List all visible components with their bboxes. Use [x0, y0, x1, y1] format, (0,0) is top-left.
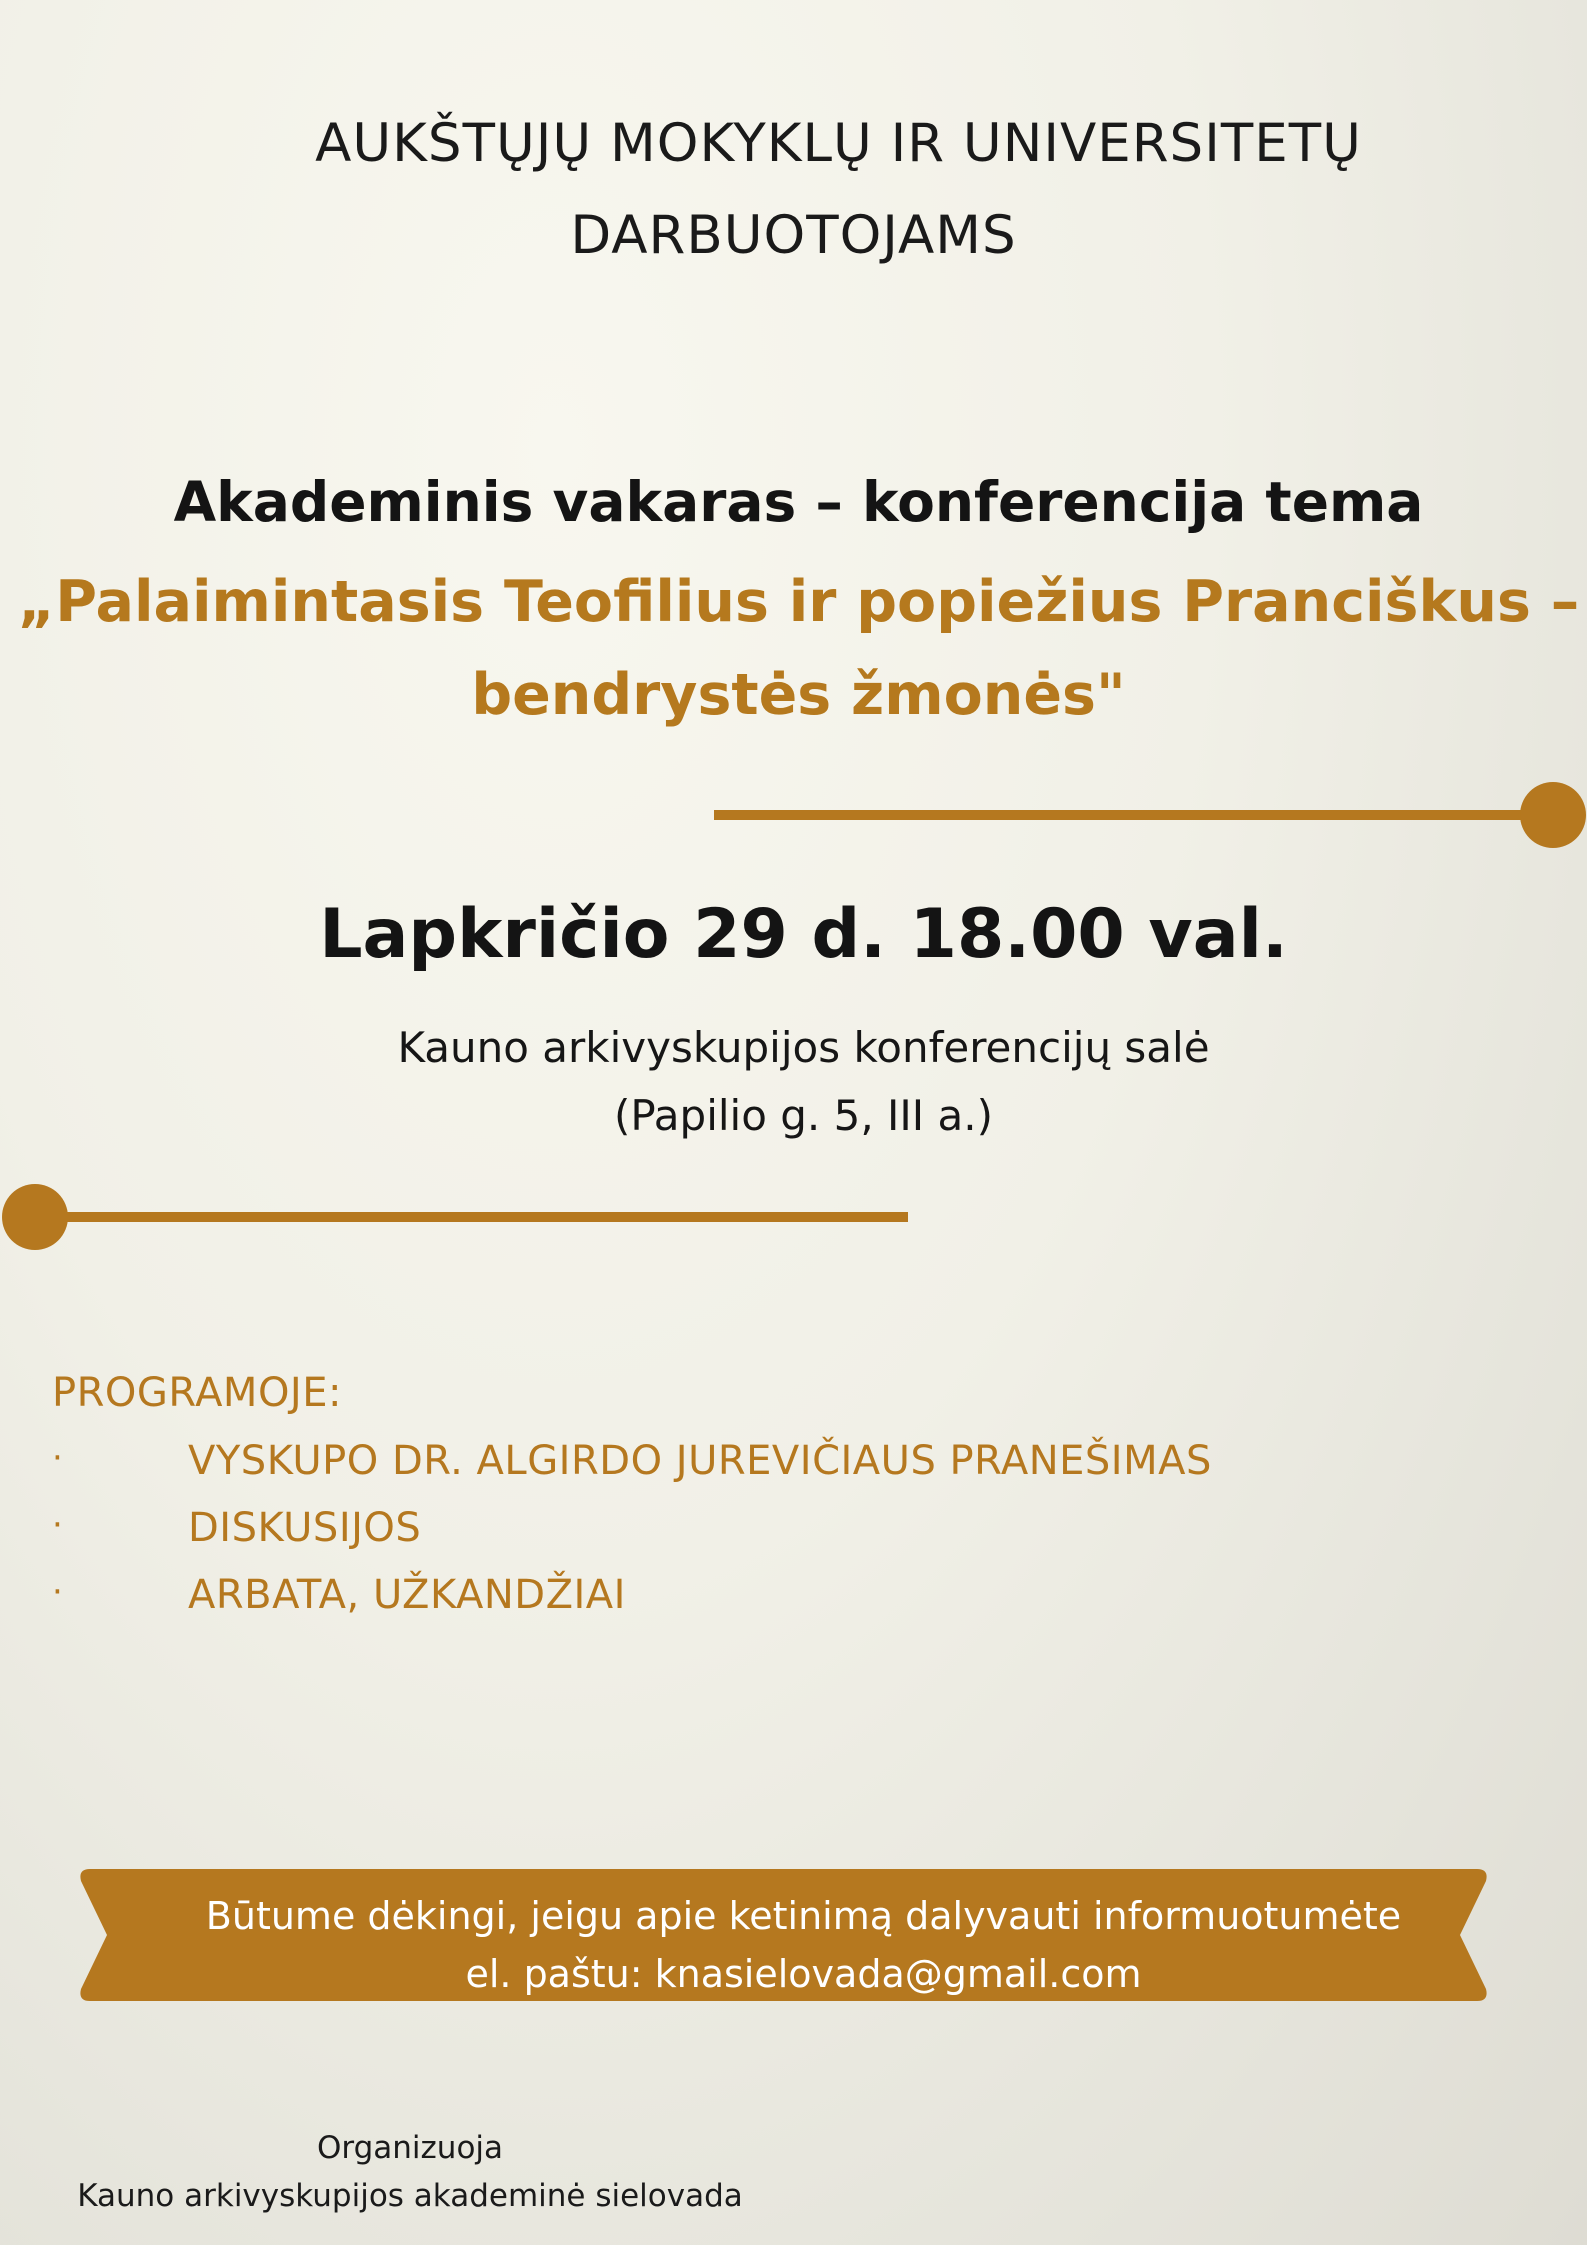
event-datetime: Lapkričio 29 d. 18.00 val.	[319, 895, 1288, 974]
audience-heading	[0, 98, 1587, 282]
rsvp-text	[76, 1887, 1491, 2003]
rsvp-banner	[76, 1865, 1491, 2005]
decorative-line-bottom	[34, 1212, 908, 1222]
organizer-label: Organizuoja	[316, 2130, 504, 2166]
rsvp-line-2: el. paštu: knasielovada@gmail.com	[465, 1952, 1142, 1996]
rsvp-line-1: Būtume dėkingi, jeigu apie ketinimą dalyvauti informuotumėte	[205, 1894, 1402, 1938]
audience-line-2: DARBUOTOJAMS	[570, 205, 1017, 266]
organizer-name: Kauno arkivyskupijos akademinė sielovada	[77, 2178, 743, 2214]
program-item-text: VYSKUPO DR. ALGIRDO JUREVIČIAUS PRANEŠIMAS	[188, 1438, 1212, 1484]
program-item-text: ARBATA, UŽKANDŽIAI	[188, 1572, 626, 1618]
event-type-heading: Akademinis vakaras – konferencija tema	[173, 470, 1424, 534]
program-section	[52, 1370, 1212, 1639]
program-item	[52, 1438, 1212, 1505]
program-item	[52, 1572, 626, 1639]
bullet-icon: ·	[52, 1438, 64, 1478]
program-title: PROGRAMOJE:	[52, 1370, 342, 1416]
audience-line-1: AUKŠTŲJŲ MOKYKLŲ IR UNIVERSITETŲ	[315, 113, 1362, 174]
venue-line-1: Kauno arkivyskupijos konferencijų salė	[397, 1023, 1210, 1072]
event-topic-line-2: bendrystės žmonės"	[471, 662, 1126, 728]
venue-line-2: (Papilio g. 5, III a.)	[613, 1091, 994, 1140]
bullet-icon: ·	[52, 1505, 64, 1545]
program-item-text: DISKUSIJOS	[188, 1505, 422, 1551]
event-topic	[0, 556, 1587, 742]
event-venue	[0, 1014, 1587, 1150]
bullet-icon: ·	[52, 1572, 64, 1612]
organizer-block	[40, 2124, 780, 2220]
event-topic-line-1: „Palaimintasis Teofilius ir popiežius Pranciškus –	[17, 569, 1580, 635]
decorative-dot-top	[1520, 782, 1586, 848]
decorative-line-top	[714, 810, 1554, 820]
program-item	[52, 1505, 422, 1572]
